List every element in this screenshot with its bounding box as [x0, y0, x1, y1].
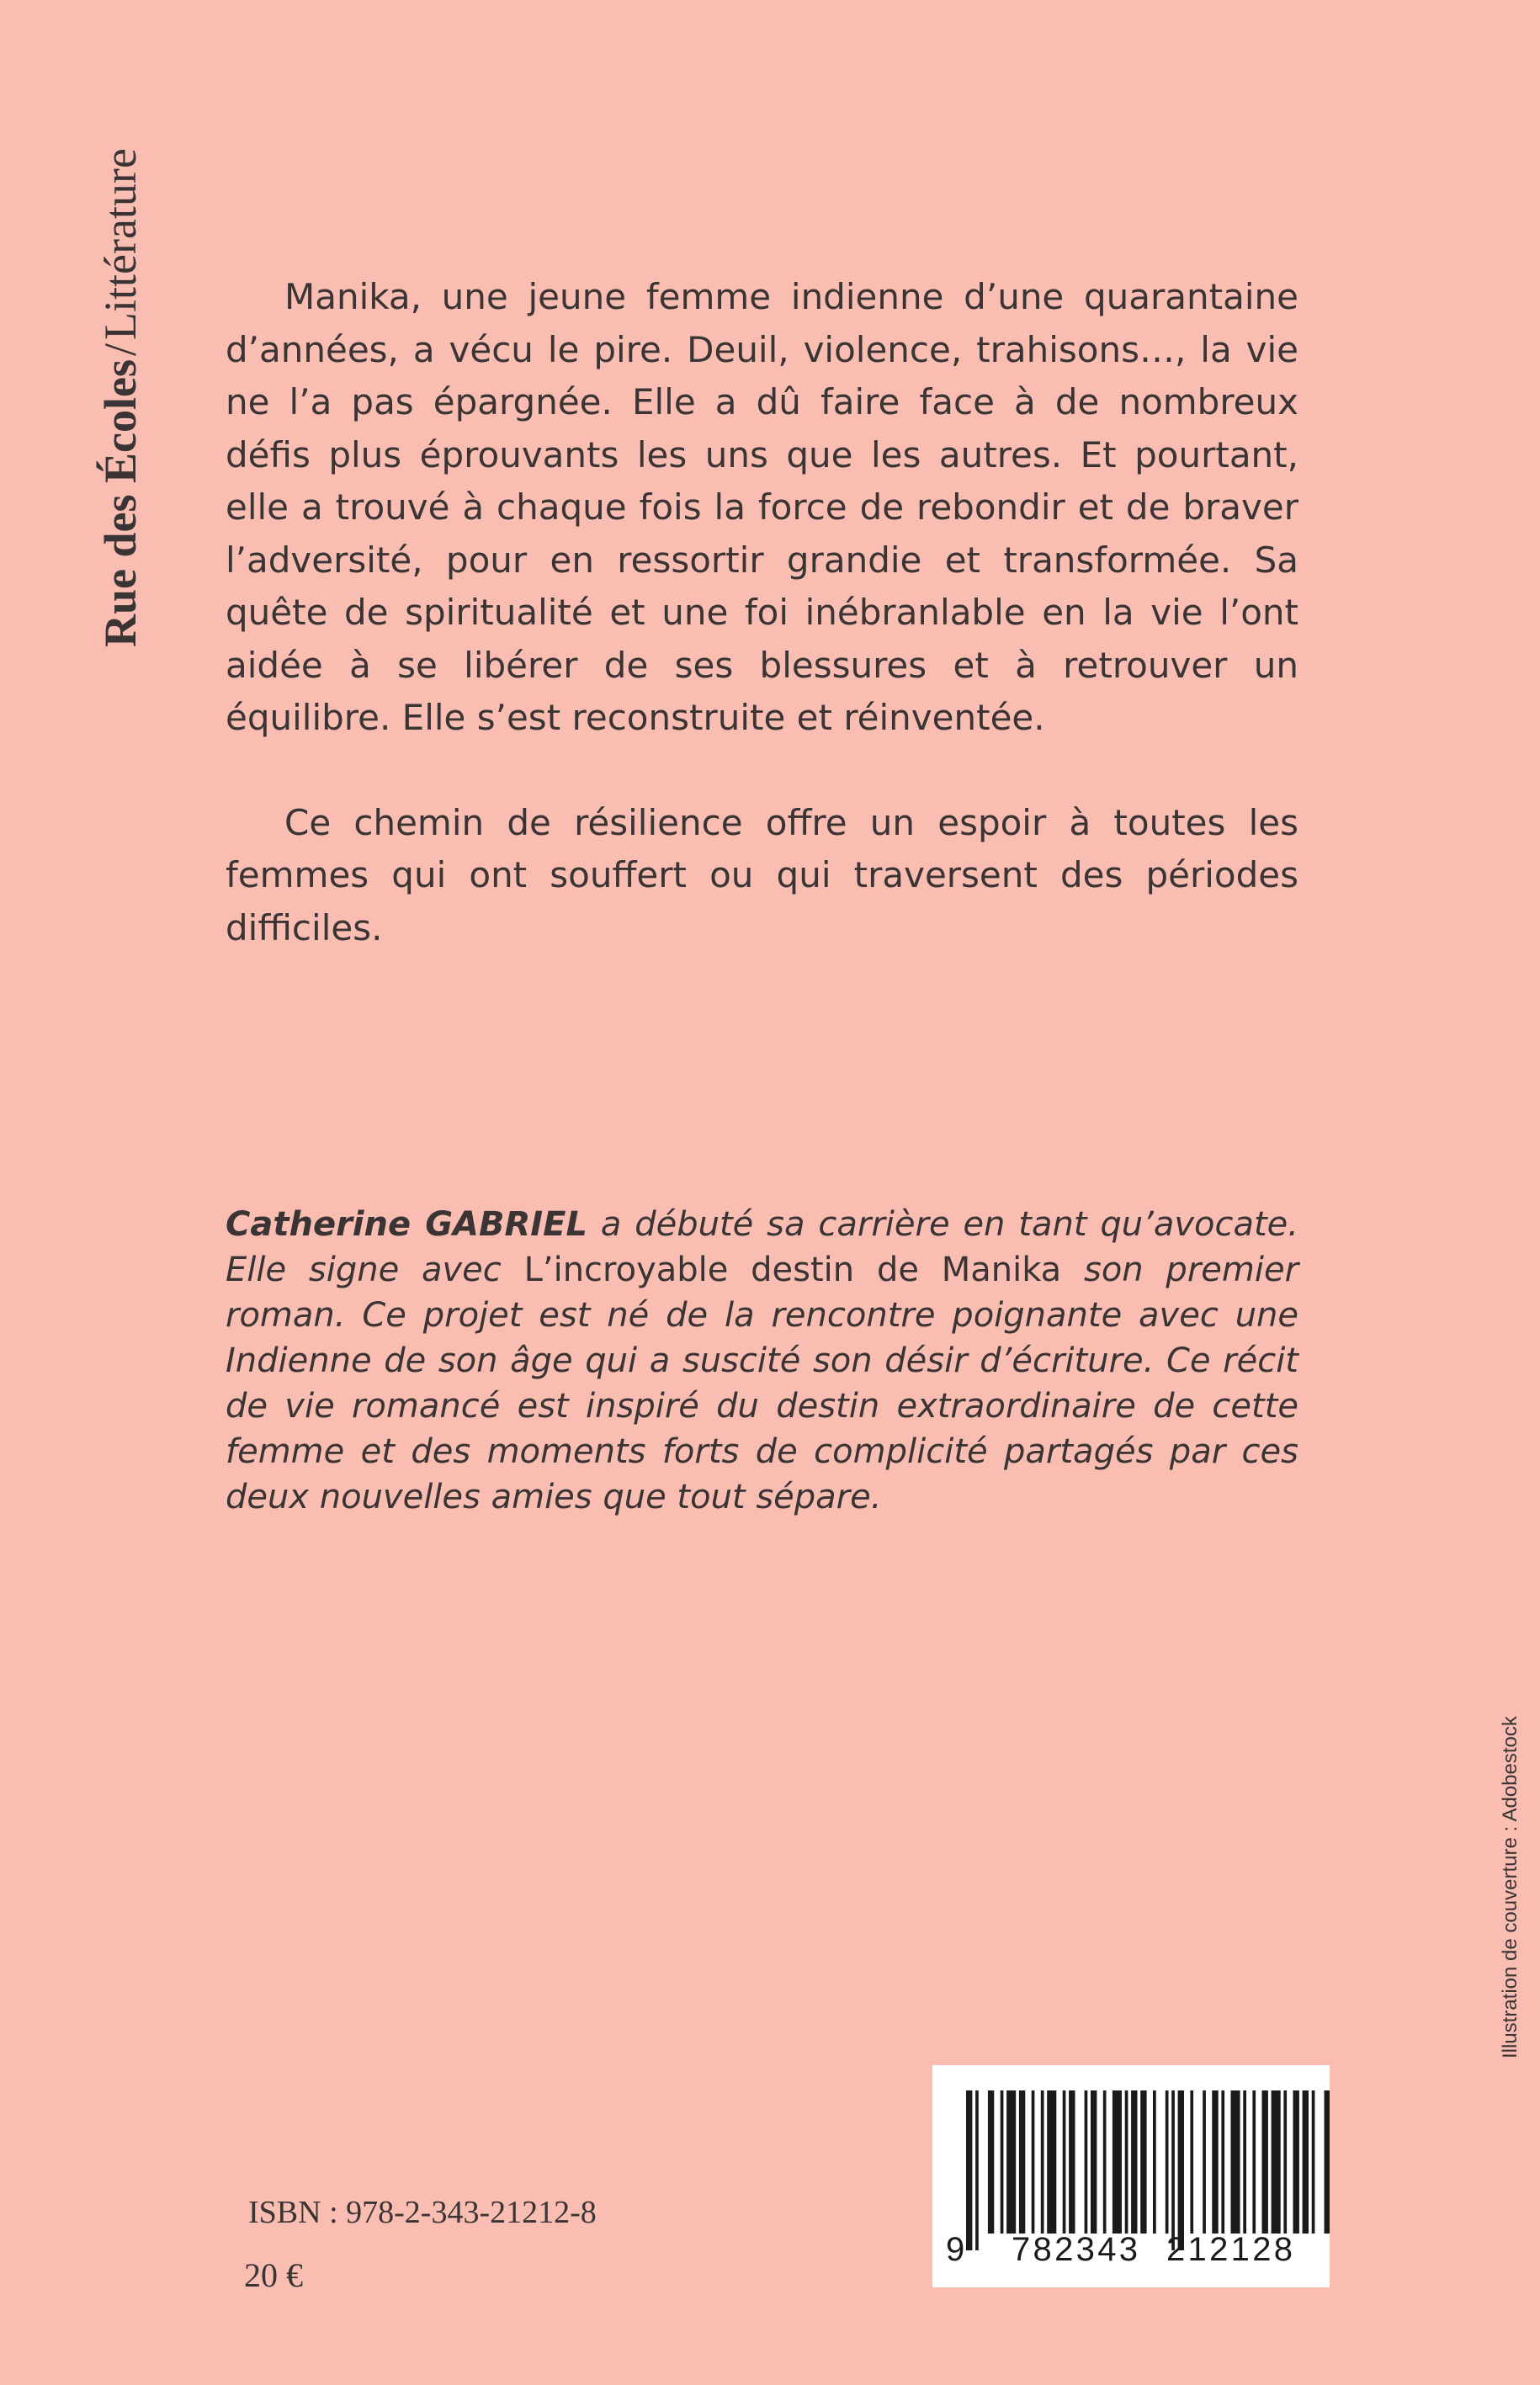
- barcode-bar: [1272, 2090, 1281, 2234]
- barcode-digits-left: 782343: [1012, 2231, 1138, 2268]
- isbn-number: ISBN : 978-2-343-21212-8: [248, 2195, 597, 2230]
- barcode-bar: [1085, 2090, 1088, 2234]
- barcode-bar: [1103, 2090, 1107, 2234]
- author-bio: [226, 1202, 1298, 1520]
- barcode-bar: [1293, 2090, 1299, 2234]
- barcode-bar: [1125, 2090, 1128, 2234]
- barcode-bar: [1153, 2090, 1156, 2234]
- bio-rest: son premier roman. Ce projet est né de la rencontre poignante avec une Indienne de son âge qui a suscité son désir d’écriture. Ce récit de vie romancé est inspiré du destin extraordinaire de cette femme et des moments forts de complicité partagés par ces deux nouvelles amies que tout sépare.: [226, 1251, 1299, 1517]
- price: 20 €: [244, 2256, 303, 2294]
- barcode-bar: [1019, 2090, 1025, 2234]
- barcode-bar: [1166, 2090, 1169, 2234]
- barcode-bar: [975, 2090, 979, 2250]
- barcode-bar: [1091, 2090, 1097, 2234]
- barcode-bar: [1212, 2090, 1218, 2234]
- barcode-bar: [1131, 2090, 1137, 2234]
- bio-intro: a débuté sa carrière en tant qu’avocate. Elle signe avec: [226, 1205, 1298, 1289]
- barcode-bar: [1006, 2090, 1016, 2234]
- category-name: Littérature: [95, 148, 146, 340]
- spine-label: [95, 148, 146, 647]
- blurb-paragraph-2: Ce chemin de résilience offre un espoir à toutes les femmes qui ont souffert ou qui traversent des périodes difficiles.: [226, 801, 1298, 948]
- barcode-bar: [1140, 2090, 1146, 2234]
- barcode-bar: [1171, 2090, 1175, 2250]
- barcode: [932, 2065, 1330, 2287]
- author-name: Catherine GABRIEL: [226, 1205, 587, 1244]
- barcode-bar: [1303, 2090, 1309, 2234]
- barcode-digits-right: 212128: [1166, 2231, 1293, 2268]
- barcode-bar: [1262, 2090, 1268, 2234]
- barcode-bar: [1190, 2090, 1193, 2234]
- barcode-bar: [1283, 2090, 1287, 2234]
- barcode-bar: [1113, 2090, 1122, 2234]
- barcode-bar: [1001, 2090, 1004, 2234]
- book-title: L’incroyable destin de Manika: [523, 1251, 1062, 1289]
- series-name: Rue des Écoles: [95, 359, 146, 647]
- barcode-bar: [988, 2090, 994, 2234]
- barcode-bar: [1041, 2090, 1044, 2234]
- back-cover-blurb: [226, 271, 1298, 954]
- barcode-bar: [1221, 2090, 1224, 2234]
- barcode-graphic: [932, 2065, 1330, 2287]
- barcode-bar: [1178, 2090, 1184, 2250]
- barcode-bar: [1069, 2090, 1075, 2234]
- barcode-bar: [1032, 2090, 1035, 2234]
- barcode-bar: [1063, 2090, 1066, 2234]
- barcode-bar: [1252, 2090, 1256, 2234]
- barcode-bar: [1047, 2090, 1056, 2234]
- barcode-bar: [1243, 2090, 1246, 2234]
- barcode-bar: [1231, 2090, 1240, 2234]
- barcode-bar: [1203, 2090, 1206, 2234]
- cover-illustration-credit: Illustration de couverture : Adobestock: [1499, 1716, 1521, 2058]
- spine-separator: /: [95, 343, 146, 357]
- barcode-digit-first: 9: [946, 2231, 965, 2268]
- barcode-bar: [966, 2090, 972, 2250]
- barcode-bar: [1312, 2090, 1315, 2234]
- barcode-bar: [1325, 2090, 1330, 2234]
- blurb-paragraph-1: Manika, une jeune femme indienne d’une quarantaine d’années, a vécu le pire. Deuil, violence, trahisons…, la vie ne l’a pas épargnée. Elle a dû faire face à de nombreux défis plus éprouvants les uns que les autres. Et pourtant, elle a trouvé à chaque fois la force de rebondir et de braver l’adversité, pour en ressortir grandie et transformée. Sa quête de spiritualité et une foi inébranlable en la vie l’ont aidée à se libérer de ses blessures et à retrouver un équilibre. Elle s’est reconstruite et réinventée.: [226, 276, 1298, 738]
- barcode-bars: [966, 2090, 1330, 2250]
